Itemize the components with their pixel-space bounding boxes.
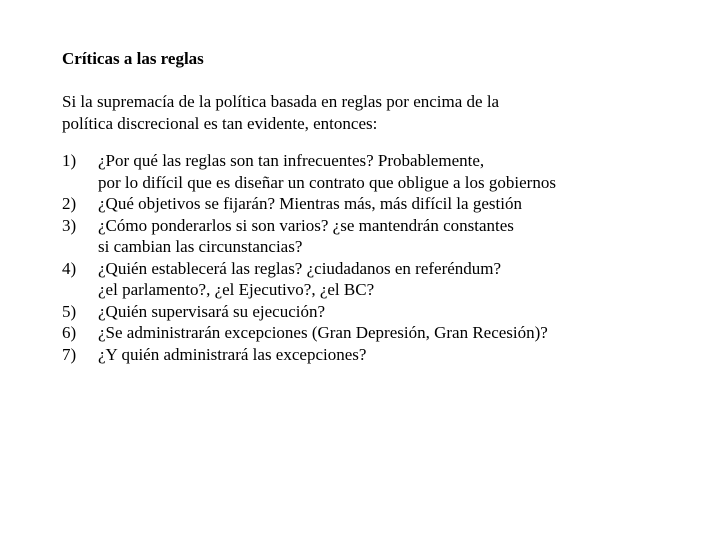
list-item bbox=[62, 344, 702, 366]
item-line: ¿Se administrarán excepciones (Gran Depresión, Gran Recesión)? bbox=[98, 323, 548, 342]
item-text bbox=[98, 258, 702, 301]
intro-line: política discrecional es tan evidente, entonces: bbox=[62, 113, 378, 133]
list-item bbox=[62, 322, 702, 344]
item-number: 1) bbox=[62, 151, 77, 170]
item-number: 2) bbox=[62, 194, 77, 213]
item-text bbox=[98, 215, 702, 258]
item-text bbox=[98, 193, 702, 215]
item-line: ¿Cómo ponderarlos si son varios? ¿se mantendrán constantes bbox=[98, 215, 514, 235]
item-line: ¿el parlamento?, ¿el Ejecutivo?, ¿el BC? bbox=[98, 280, 375, 299]
list-item bbox=[62, 215, 702, 258]
item-number: 5) bbox=[62, 301, 77, 321]
item-text bbox=[98, 322, 702, 344]
item-line: ¿Qué objetivos se fijarán? Mientras más, más difícil la gestión bbox=[98, 194, 522, 213]
item-text bbox=[98, 301, 702, 323]
item-number: 6) bbox=[62, 323, 77, 342]
list-item bbox=[62, 193, 702, 215]
item-text bbox=[98, 150, 702, 193]
question-list bbox=[62, 150, 702, 365]
item-number: 7) bbox=[62, 344, 77, 364]
item-text bbox=[98, 344, 702, 366]
slide bbox=[62, 46, 702, 365]
item-line: por lo difícil que es diseñar un contrato que obligue a los gobiernos bbox=[98, 172, 556, 192]
intro-paragraph bbox=[62, 91, 702, 134]
list-item bbox=[62, 301, 702, 323]
list-item bbox=[62, 150, 702, 193]
list-item bbox=[62, 258, 702, 301]
item-line: si cambian las circunstancias? bbox=[98, 237, 303, 256]
item-line: ¿Por qué las reglas son tan infrecuentes? Probablemente, bbox=[98, 151, 485, 170]
item-line: ¿Quién establecerá las reglas? ¿ciudadanos en referéndum? bbox=[98, 258, 502, 278]
item-number: 4) bbox=[62, 258, 77, 278]
item-line: ¿Quién supervisará su ejecución? bbox=[98, 301, 326, 321]
intro-line: Si la supremacía de la política basada en reglas por encima de la bbox=[62, 92, 500, 111]
item-number: 3) bbox=[62, 215, 77, 235]
page-title: Críticas a las reglas bbox=[62, 49, 204, 68]
item-line: ¿Y quién administrará las excepciones? bbox=[98, 344, 367, 364]
